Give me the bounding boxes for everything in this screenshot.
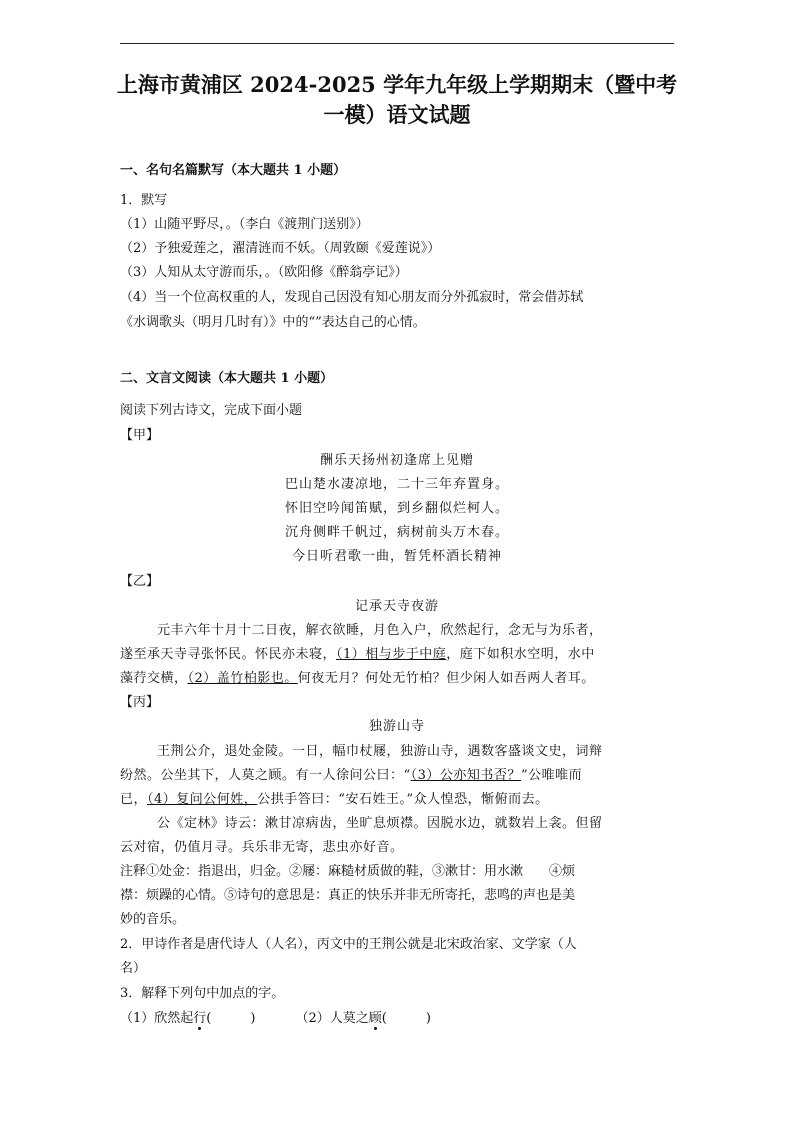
bing-l2-pre: 纷然。公坐其下，人莫之顾。有一人徐问公曰：“ — [120, 768, 411, 783]
q1-item-1: （1）山随平野尽，。（李白《渡荆门送别》） — [120, 217, 369, 232]
text-bing-line-3 — [120, 791, 549, 809]
poem-jia-title: 酬乐天扬州初逢席上见赠 — [319, 453, 474, 468]
notes-line-2: 襟：烦躁的心情。⑤诗句的意思是：真正的快乐并非无所寄托，悲鸣的声也是美 — [120, 888, 576, 903]
text-bing-title: 独游山寺 — [368, 719, 425, 734]
title-line-2: 一模）语文试题 — [323, 102, 471, 127]
notes-line-1: 注释①处金：指退出，归金。②屦：麻糙材质做的鞋，③漱甘：用水漱 ④烦 — [120, 864, 576, 879]
q3-item-2-pre: （2）人莫之 — [295, 1011, 369, 1026]
notes-line-3: 妙的音乐。 — [120, 912, 186, 927]
underlined-sentence-1: （1）相与步于中庭 — [336, 647, 447, 662]
q3-item-1-blank[interactable]: ( ) — [206, 1011, 256, 1026]
question-3-items — [120, 1010, 431, 1028]
text-yi-line-2 — [120, 646, 595, 664]
q3-item-2-dotted-char: 顾 — [368, 1011, 382, 1026]
poem-jia-line-1: 巴山楚水凄凉地，二十三年弃置身。 — [284, 477, 509, 492]
q1-item-4: （4）当一个位高权重的人，发现自己因没有知心朋友而分外孤寂时，常会借苏轼 — [120, 290, 584, 305]
section-2-heading: 二、文言文阅读（本大题共 1 小题） — [120, 371, 334, 386]
section-1-heading: 一、名句名篇默写（本大题共 1 小题） — [120, 163, 347, 178]
poem-jia-line-2: 怀旧空吟闻笛赋，到乡翻似烂柯人。 — [284, 501, 509, 516]
text-bing-line-4: 公《定林》诗云：漱甘凉病齿，坐旷息烦襟。因脱水边，就数岩上衾。但留 — [157, 816, 603, 831]
q3-item-2-blank[interactable]: ( ) — [381, 1011, 431, 1026]
underlined-sentence-4: （4）复问公何姓， — [147, 792, 258, 807]
text-yi-line-1: 元丰六年十月十二日夜，解衣欲睡，月色入户，欣然起行，念无与为乐者， — [157, 623, 603, 638]
underlined-sentence-3: （3）公亦知书否？ — [410, 768, 521, 783]
label-yi: 【乙】 — [120, 574, 160, 589]
q3-item-1-dotted-char: 行 — [193, 1011, 207, 1026]
title-line-1: 上海市黄浦区 2024-2025 学年九年级上学期期末（暨中考 — [116, 72, 678, 97]
question-2-line-1: 2．甲诗作者是唐代诗人（人名），丙文中的王荆公就是北宋政治家、文学家（人 — [120, 937, 577, 952]
bing-l3-pre: 已， — [120, 792, 148, 807]
text-bing-line-1: 王荆公介，退处金陵。一日，幅巾杖屦，独游山寺，遇数客盛谈文史，词辩 — [157, 744, 603, 759]
q3-item-1-pre: （1）欣然起 — [120, 1011, 194, 1026]
bing-l3-post: 公拱手答曰：“安石姓王。”众人惶恐，惭俯而去。 — [257, 792, 549, 807]
poem-jia-line-4: 今日听君歌一曲，暂凭杯酒长精神 — [291, 549, 502, 564]
question-3-title: 3．解释下列句中加点的字。 — [120, 986, 285, 1001]
page-title — [110, 70, 684, 130]
label-bing: 【丙】 — [120, 695, 160, 710]
label-jia: 【甲】 — [120, 428, 160, 443]
yi-l2-pre: 遂至承天寺寻张怀民。怀民亦未寝， — [120, 647, 337, 662]
question-1-title: 1．默写 — [120, 193, 168, 208]
text-yi-line-3 — [120, 670, 595, 688]
text-yi-title: 记承天寺夜游 — [354, 599, 439, 614]
poem-jia-line-3: 沉舟侧畔千帆过，病树前头万木春。 — [284, 525, 509, 540]
q1-item-2: （2）予独爱莲之，濯清涟而不妖。（周敦颐《爱莲说》） — [120, 241, 441, 256]
question-2-line-2: 名） — [120, 961, 147, 976]
yi-l3-pre: 藻荇交横， — [120, 671, 188, 686]
text-bing-line-5: 云对宿，仍值月寻。兵乐非无寄，悲虫亦好音。 — [120, 840, 404, 855]
underlined-sentence-2: （2）盖竹柏影也。 — [187, 671, 298, 686]
yi-l3-post: 何夜无月？何处无竹柏？但少闲人如吾两人者耳。 — [297, 671, 595, 686]
top-rule — [120, 43, 674, 44]
yi-l2-post: ，庭下如积水空明，水中 — [446, 647, 595, 662]
section-2-intro: 阅读下列古诗文，完成下面小题 — [120, 403, 303, 418]
q1-item-3: （3）人知从太守游而乐，。（欧阳修《醉翁亭记》） — [120, 265, 408, 280]
text-bing-line-2 — [120, 767, 582, 785]
bing-l2-post: ”公唯唯而 — [520, 768, 583, 783]
q1-item-4-cont: 《水调歌头（明月几时有）》中的“”表达自己的心情。 — [120, 315, 426, 330]
